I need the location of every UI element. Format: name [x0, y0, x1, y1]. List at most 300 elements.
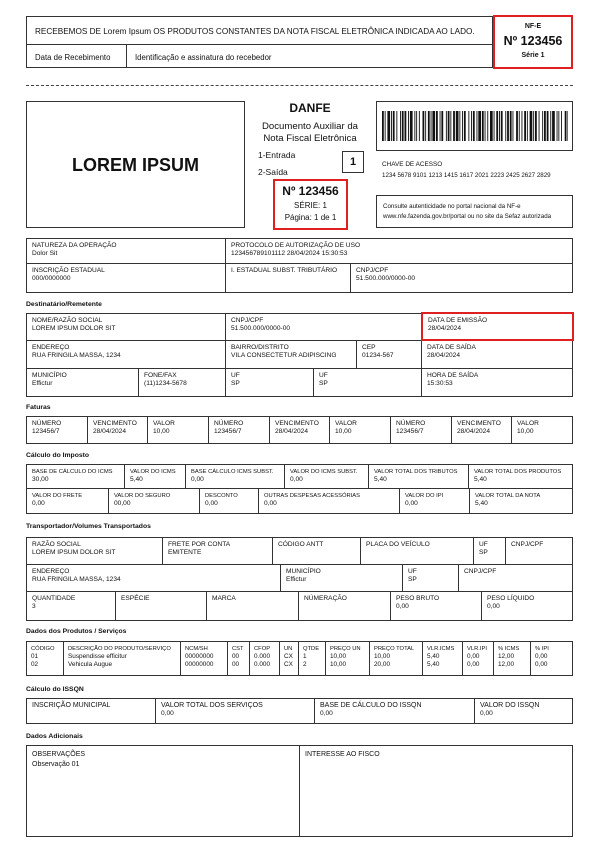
produto-header-cell: [27, 642, 64, 675]
imposto-box: [26, 464, 573, 514]
uf-value: SP: [231, 380, 240, 387]
entrada-label: 1-Entrada: [258, 150, 296, 160]
produto-header-label: VLR.ICMS: [427, 646, 455, 652]
fatura-numero-value: 123456/7: [214, 428, 242, 435]
barcode-box: [376, 101, 573, 151]
iest-cell: [226, 264, 351, 292]
imposto-value: 30,00: [32, 476, 49, 483]
barcode-bar: [425, 111, 426, 141]
imposto-label: VALOR TOTAL DA NOTA: [475, 493, 541, 499]
ie-label: INSCRIÇÃO ESTADUAL: [32, 267, 105, 274]
barcode-bar: [391, 111, 392, 141]
nfe-serie: Série 1: [521, 52, 545, 59]
barcode-bar: [527, 111, 528, 141]
faturas-title: Faturas: [26, 404, 51, 411]
qtd-label: QUANTIDADE: [32, 595, 76, 602]
barcode-bar: [414, 111, 415, 141]
trans-razao-value: LOREM IPSUM DOLOR SIT: [32, 549, 116, 556]
uf2-cell: [314, 369, 422, 396]
natureza-cell: [27, 239, 226, 264]
bairro-cell: [226, 341, 357, 369]
fatura-numero-cell: [27, 417, 88, 443]
produto-cell: 01: [31, 653, 39, 660]
barcode-bar: [382, 111, 384, 141]
barcode-bar: [453, 111, 455, 141]
divider: [27, 44, 492, 45]
antt-label: CÓDIGO ANTT: [278, 541, 324, 548]
barcode-bar: [471, 111, 472, 141]
barcode-bar: [387, 111, 390, 141]
saida-date-value: 28/04/2024: [427, 352, 461, 359]
produto-cell: 2: [303, 661, 307, 668]
bairro-label: BAIRRO/DISTRITO: [231, 344, 289, 351]
produto-header-cell: [423, 642, 463, 675]
fatura-vencimento-cell: [270, 417, 330, 443]
produto-header-cell: [181, 642, 228, 675]
endereco-value: RUA FRINGILA MASSA, 1234: [32, 352, 121, 359]
peso-liquido-value: 0,00: [487, 603, 500, 610]
base-issqn-cell: [315, 699, 475, 723]
barcode-bar: [431, 111, 432, 141]
imposto-value: 0,00: [405, 500, 418, 507]
cep-label: CEP: [362, 344, 376, 351]
divider: [126, 44, 127, 68]
trans-municipio-cell: [281, 565, 403, 592]
valor-issqn-label: VALOR DO ISSQN: [480, 702, 540, 709]
cut-line: [26, 85, 573, 86]
trans-municipio-label: MUNICÍPIO: [286, 568, 321, 575]
barcode-bar: [501, 111, 503, 141]
imposto-cell: [259, 489, 400, 513]
trans-uf2-label: UF: [408, 568, 417, 575]
produto-header-label: CÓDIGO: [31, 646, 55, 652]
dest-cnpj-cell: [226, 314, 422, 341]
trans-uf-label: UF: [479, 541, 488, 548]
produto-cell: 12,00: [498, 653, 514, 660]
fatura-vencimento-cell: [88, 417, 148, 443]
fatura-vencimento-cell: [452, 417, 512, 443]
barcode-bar: [567, 111, 568, 141]
imposto-label: BASE CÁLCULO ICMS SUBST.: [191, 469, 274, 475]
numero-value: Nº 123456: [282, 184, 339, 198]
barcode-bar: [490, 111, 493, 141]
saida-label: 2-Saída: [258, 167, 288, 177]
fisco-cell: [300, 746, 572, 836]
produto-cell: CX: [284, 653, 293, 660]
insc-label: INSCRIÇÃO MUNICIPAL: [32, 702, 111, 709]
fone-label: FONE/FAX: [144, 372, 177, 379]
imposto-cell: [186, 465, 285, 489]
imposto-value: 00,00: [114, 500, 131, 507]
barcode-bar: [462, 111, 463, 141]
barcode-bar: [507, 111, 509, 141]
produtos-table: [26, 641, 573, 676]
trans-cnpj-label: CNPJ/CPF: [511, 541, 544, 548]
consulta-box: [376, 195, 573, 228]
barcode-bar: [408, 111, 409, 141]
produto-cell: 0,00: [467, 653, 480, 660]
servicos-cell: [156, 699, 315, 723]
chave-block: [376, 151, 573, 195]
imposto-cell: [469, 465, 572, 489]
produto-header-label: VLR.IPI: [467, 646, 487, 652]
especie-cell: [116, 592, 207, 620]
municipio-cell: [27, 369, 139, 396]
barcode-bar: [396, 111, 397, 141]
imposto-cell: [470, 489, 572, 513]
produto-header-cell: [531, 642, 572, 675]
barcode-bar: [557, 111, 558, 141]
numeracao-label: NÚMERAÇÃO: [304, 595, 347, 602]
base-issqn-label: BASE DE CÁLCULO DO ISSQN: [320, 702, 422, 709]
produto-cell: 00: [232, 653, 240, 660]
adicionais-title: Dados Adicionais: [26, 733, 83, 740]
hora-label: HORA DE SAÍDA: [427, 372, 479, 379]
imposto-value: 5,40: [474, 476, 487, 483]
barcode-bar: [410, 111, 413, 141]
imposto-value: 0,00: [191, 476, 204, 483]
valor-issqn-value: 0,00: [480, 710, 493, 717]
imposto-value: 0,00: [205, 500, 218, 507]
produto-header-label: CST: [232, 646, 244, 652]
barcode-bar: [423, 111, 425, 141]
valor-issqn-cell: [475, 699, 572, 723]
servicos-value: 0,00: [161, 710, 174, 717]
barcode-bar: [456, 111, 459, 141]
produto-cell: 02: [31, 661, 39, 668]
iest-label: I. ESTADUAL SUBST. TRIBUTÁRIO: [231, 267, 338, 274]
barcode-bar: [436, 111, 438, 141]
barcode-bar: [535, 111, 537, 141]
produto-cell: 0,00: [535, 661, 548, 668]
transportador-title: Transportador/Volumes Transportados: [26, 523, 151, 530]
ie-cell: [27, 264, 226, 292]
produto-header-label: PREÇO TOTAL: [374, 646, 415, 652]
produto-header-cell: [494, 642, 531, 675]
trans-razao-cell: [27, 538, 163, 565]
imposto-label: VALOR DO IPI: [405, 493, 444, 499]
marca-label: MARCA: [212, 595, 236, 602]
produto-header-label: DESCRIÇÃO DO PRODUTO/SERVIÇO: [68, 646, 171, 652]
faturas-box: [26, 416, 573, 444]
barcode-bar: [542, 111, 543, 141]
barcode-bar: [499, 111, 500, 141]
chave-label: CHAVE DE ACESSO: [382, 161, 443, 168]
danfe-title: DANFE: [289, 101, 331, 115]
produto-header-label: NCM/SH: [185, 646, 208, 652]
uf-cell: [226, 369, 314, 396]
fatura-numero-value: 123456/7: [32, 428, 60, 435]
imposto-value: 0,00: [32, 500, 45, 507]
municipio-label: MUNICÍPIO: [32, 372, 67, 379]
ie-value: 000/0000000: [32, 275, 71, 282]
consulta-line2: www.nfe.fazenda.gov.br/portal ou no site da Sefaz autorizada: [383, 213, 552, 220]
barcode-bar: [482, 111, 484, 141]
peso-liquido-label: PESO LÍQUIDO: [487, 595, 535, 602]
peso-bruto-value: 0,00: [396, 603, 409, 610]
saida-cell: [422, 341, 572, 369]
saida-date-label: DATA DE SAÍDA: [427, 344, 476, 351]
produto-header-label: UN: [284, 646, 293, 652]
serie-value: SÉRIE: 1: [294, 201, 327, 210]
trans-cnpj2-label: CNPJ/CPF: [464, 568, 497, 575]
fatura-numero-label: NÚMERO: [396, 420, 426, 427]
data-recebimento-label: Data de Recebimento: [35, 53, 111, 62]
produto-header-label: CFOP: [254, 646, 271, 652]
barcode-bar: [478, 111, 481, 141]
imposto-title: Cálculo do Imposto: [26, 452, 90, 459]
trans-municipio-value: Effictur: [286, 576, 307, 583]
imposto-label: VALOR TOTAL DOS PRODUTOS: [474, 469, 562, 475]
emitente-box: [26, 101, 245, 228]
barcode-bar: [448, 111, 450, 141]
antt-cell: [273, 538, 361, 565]
imposto-label: DESCONTO: [205, 493, 238, 499]
imposto-label: BASE DE CÁLCULO DO ICMS: [32, 469, 113, 475]
barcode-bar: [510, 111, 512, 141]
adicionais-box: [26, 745, 573, 837]
fatura-valor-label: VALOR: [153, 420, 175, 427]
barcode-image: [382, 111, 568, 141]
imposto-value: 5,40: [374, 476, 387, 483]
dest-cnpj-label: CNPJ/CPF: [231, 317, 264, 324]
imposto-label: OUTRAS DESPESAS ACESSÓRIAS: [264, 493, 360, 499]
barcode-bar: [513, 111, 514, 141]
company-name: LOREM IPSUM: [71, 155, 199, 175]
barcode-bar: [544, 111, 546, 141]
fatura-vencimento-value: 28/04/2024: [275, 428, 309, 435]
barcode-bar: [432, 111, 435, 141]
transportador-box: [26, 537, 573, 621]
produto-cell: 0,00: [535, 653, 548, 660]
produto-cell: 00: [232, 661, 240, 668]
natureza-label: NATUREZA DA OPERAÇÃO: [32, 242, 117, 249]
imposto-label: VALOR DO ICMS SUBST.: [290, 469, 358, 475]
placa-label: PLACA DO VEÍCULO: [366, 541, 430, 548]
barcode-bar: [533, 111, 534, 141]
barcode-bar: [550, 111, 551, 141]
observacoes-value: Observação 01: [32, 761, 80, 768]
uf2-value: SP: [319, 380, 328, 387]
fatura-valor-cell: [512, 417, 572, 443]
observacoes-label: OBSERVAÇÕES: [32, 751, 86, 758]
barcode-bar: [530, 111, 533, 141]
municipio-value: Effictur: [32, 380, 53, 387]
base-issqn-value: 0,00: [320, 710, 333, 717]
cnpj-cell: [351, 264, 572, 292]
numero-box: [273, 179, 348, 230]
trans-cnpj-cell: [506, 538, 572, 565]
imposto-label: VALOR DO FRETE: [32, 493, 83, 499]
frete-cell: [163, 538, 273, 565]
fatura-valor-value: 10,00: [153, 428, 170, 435]
produto-cell: 10,00: [330, 661, 346, 668]
dest-cnpj-value: 51.500.000/0000-00: [231, 325, 291, 332]
marca-cell: [207, 592, 299, 620]
trans-endereco-label: ENDEREÇO: [32, 568, 70, 575]
barcode-bar: [405, 111, 407, 141]
produto-cell: 5,40: [427, 661, 440, 668]
trans-endereco-value: RUA FRINGILA MASSA, 1234: [32, 576, 121, 583]
imposto-label: VALOR DO SEGURO: [114, 493, 171, 499]
produto-header-cell: [280, 642, 299, 675]
tipo-box: 1: [342, 151, 364, 173]
hora-value: 15:30:53: [427, 380, 453, 387]
chave-value: 1234 5678 9101 1213 1415 1617 2021 2223 2425 2627 2829: [382, 172, 551, 179]
peso-bruto-cell: [391, 592, 482, 620]
produto-cell: CX: [284, 661, 293, 668]
produto-header-cell: [250, 642, 280, 675]
fatura-vencimento-label: VENCIMENTO: [275, 420, 319, 427]
imposto-cell: [27, 489, 109, 513]
bairro-value: VILA CONSECTETUR ADIPISCING: [231, 352, 337, 359]
produto-cell: 0.000: [254, 653, 270, 660]
barcode-bar: [428, 111, 430, 141]
trans-razao-label: RAZÃO SOCIAL: [32, 541, 81, 548]
imposto-cell: [200, 489, 259, 513]
fatura-vencimento-label: VENCIMENTO: [457, 420, 501, 427]
frete-value: EMITENTE: [168, 549, 202, 556]
barcode-bar: [402, 111, 404, 141]
imposto-value: 0,00: [290, 476, 303, 483]
produto-header-label: PREÇO UN: [330, 646, 361, 652]
barcode-bar: [468, 111, 469, 141]
peso-liquido-cell: [482, 592, 572, 620]
cnpj-value: 51.500.000/0000-00: [356, 275, 416, 282]
barcode-bar: [487, 111, 488, 141]
assinatura-label: Identificação e assinatura do recebedor: [135, 53, 272, 62]
barcode-bar: [516, 111, 518, 141]
especie-label: ESPÉCIE: [121, 595, 150, 602]
produto-header-label: % IPI: [535, 646, 549, 652]
imposto-cell: [27, 465, 125, 489]
natureza-value: Dolor Sit: [32, 250, 58, 257]
barcode-bar: [441, 111, 443, 141]
barcode-bar: [440, 111, 441, 141]
fisco-label: INTERESSE AO FISCO: [305, 751, 380, 758]
cnpj-label: CNPJ/CPF: [356, 267, 389, 274]
produto-header-cell: [370, 642, 423, 675]
emissao-label: DATA DE EMISSÃO: [428, 317, 488, 324]
endereco-label: ENDEREÇO: [32, 344, 70, 351]
nfe-stub: [493, 15, 573, 69]
imposto-cell: [125, 465, 186, 489]
produtos-title: Dados dos Produtos / Serviços: [26, 628, 127, 635]
barcode-bar: [519, 111, 520, 141]
imposto-label: VALOR DO ICMS: [130, 469, 176, 475]
danfe-doc-line1: Documento Auxiliar da: [262, 121, 358, 132]
numeracao-cell: [299, 592, 391, 620]
barcode-bar: [496, 111, 498, 141]
protocolo-value: 123456789101112 28/04/2024 15:30:53: [231, 250, 348, 257]
operacao-box: [26, 238, 573, 293]
barcode-bar: [539, 111, 540, 141]
produto-cell: 10,00: [330, 653, 346, 660]
barcode-bar: [494, 111, 495, 141]
qtd-value: 3: [32, 603, 36, 610]
barcode-bar: [565, 111, 567, 141]
fatura-numero-label: NÚMERO: [214, 420, 244, 427]
imposto-cell: [285, 465, 369, 489]
consulta-line1: Consulte autenticidade no portal nacional da NF-e: [383, 203, 521, 210]
trans-uf2-cell: [403, 565, 459, 592]
imposto-value: 0,00: [264, 500, 277, 507]
produto-header-cell: [228, 642, 250, 675]
issqn-box: [26, 698, 573, 724]
imposto-label: VALOR TOTAL DOS TRIBUTOS: [374, 469, 458, 475]
barcode-bar: [547, 111, 549, 141]
fatura-numero-cell: [209, 417, 270, 443]
fatura-valor-cell: [148, 417, 209, 443]
fone-cell: [139, 369, 226, 396]
protocolo-label: PROTOCOLO DE AUTORIZAÇÃO DE USO: [231, 242, 361, 249]
peso-bruto-label: PESO BRUTO: [396, 595, 440, 602]
barcode-bar: [552, 111, 555, 141]
placa-cell: [361, 538, 474, 565]
fatura-numero-value: 123456/7: [396, 428, 424, 435]
cep-cell: [357, 341, 422, 369]
barcode-bar: [459, 111, 460, 141]
imposto-cell: [369, 465, 469, 489]
produto-header-cell: [463, 642, 494, 675]
barcode-bar: [385, 111, 386, 141]
canhoto: [26, 16, 493, 68]
nome-cell: [27, 314, 226, 341]
nome-value: LOREM IPSUM DOLOR SIT: [32, 325, 116, 332]
fatura-vencimento-value: 28/04/2024: [93, 428, 127, 435]
emissao-value: 28/04/2024: [428, 325, 462, 332]
produto-cell: 00000000: [185, 661, 214, 668]
trans-uf-cell: [474, 538, 506, 565]
barcode-bar: [485, 111, 486, 141]
barcode-bar: [522, 111, 523, 141]
barcode-bar: [473, 111, 475, 141]
barcode-bar: [393, 111, 395, 141]
produto-cell: 1: [303, 653, 307, 660]
endereco-cell: [27, 341, 226, 369]
fatura-valor-label: VALOR: [517, 420, 539, 427]
fatura-valor-label: VALOR: [335, 420, 357, 427]
uf-label: UF: [231, 372, 240, 379]
nome-label: NOME/RAZÃO SOCIAL: [32, 317, 103, 324]
produto-cell: Suspendisse efficitur: [68, 653, 127, 660]
barcode-bar: [419, 111, 420, 141]
barcode-bar: [450, 111, 451, 141]
fatura-vencimento-label: VENCIMENTO: [93, 420, 137, 427]
pagina-value: Página: 1 de 1: [284, 213, 337, 222]
canhoto-text: RECEBEMOS DE Lorem Ipsum OS PRODUTOS CONSTANTES DA NOTA FISCAL ELETRÔNICA INDICADA AO LADO.: [35, 27, 475, 36]
trans-uf2-value: SP: [408, 576, 417, 583]
imposto-value: 5,40: [130, 476, 143, 483]
fone-value: (11)1234-5678: [144, 380, 187, 387]
fatura-numero-label: NÚMERO: [32, 420, 62, 427]
frete-label: FRETE POR CONTA: [168, 541, 231, 548]
barcode-bar: [524, 111, 526, 141]
trans-endereco-cell: [27, 565, 281, 592]
produto-cell: 5,40: [427, 653, 440, 660]
fatura-valor-cell: [330, 417, 391, 443]
produto-cell: 12,00: [498, 661, 514, 668]
hora-cell: [422, 369, 572, 396]
barcode-bar: [446, 111, 447, 141]
danfe-doc-line2: Nota Fiscal Eletrônica: [263, 133, 357, 144]
produto-header-label: % ICMS: [498, 646, 520, 652]
servicos-label: VALOR TOTAL DOS SERVIÇOS: [161, 702, 263, 709]
imposto-cell: [400, 489, 470, 513]
insc-cell: [27, 699, 156, 723]
trans-uf-value: SP: [479, 549, 488, 556]
produto-header-label: QTDE: [303, 646, 320, 652]
